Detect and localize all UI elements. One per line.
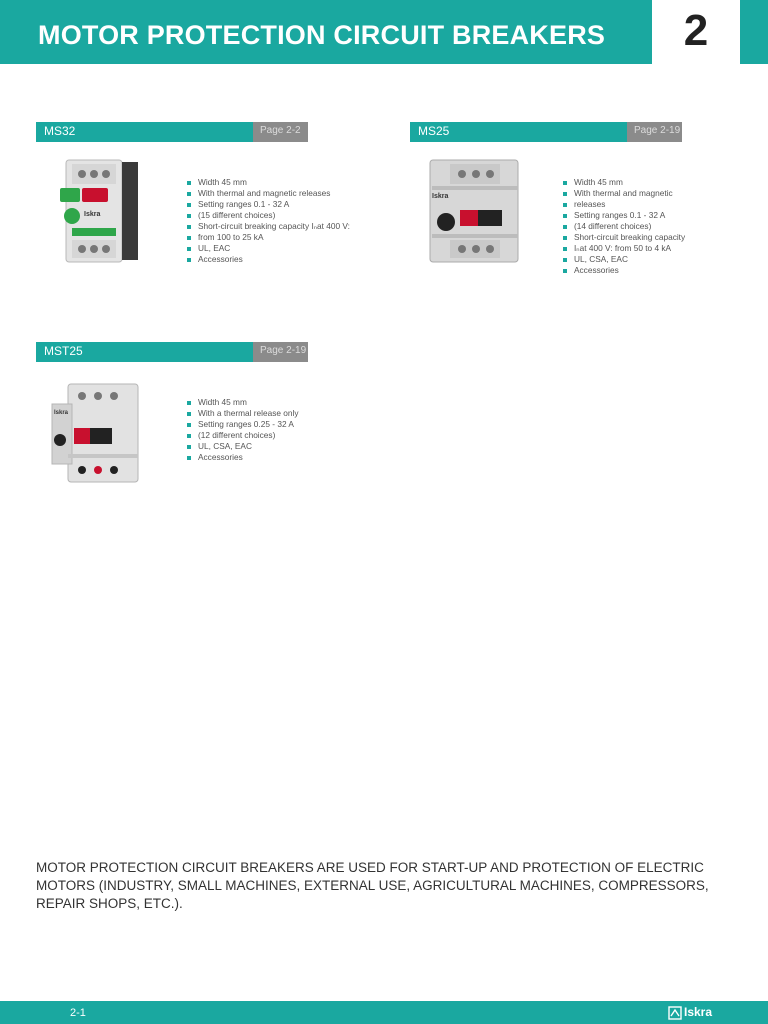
- device-brand-label: Iskra: [54, 410, 69, 416]
- list-item: releases: [561, 199, 685, 210]
- device-brand-label: Iskra: [84, 211, 101, 218]
- product-name: MS32: [44, 124, 76, 138]
- list-item: UL, CSA, EAC: [185, 441, 299, 452]
- page-ref-link[interactable]: Page 2-19: [627, 122, 682, 142]
- chapter-box: [652, 0, 740, 64]
- list-item: Setting ranges 0.1 - 32 A: [185, 199, 350, 210]
- footer-logo-text: Iskra: [684, 1005, 713, 1019]
- list-item: Iₙat 400 V: from 50 to 4 kA: [561, 243, 685, 254]
- list-item: Short-circuit breaking capacity: [561, 232, 685, 243]
- chapter-number: 2: [683, 6, 709, 55]
- product-name: MST25: [44, 344, 83, 358]
- list-item: UL, EAC: [185, 243, 350, 254]
- intro-paragraph: MOTOR PROTECTION CIRCUIT BREAKERS ARE USED FOR START-UP AND PROTECTION OF ELECTRIC MOTORS (INDUSTRY, SMALL MACHINES, EXTERNAL USE, AGRICULTURAL MACHINES, COMPRESSORS, REPAIR SHOPS, ETC.).: [36, 860, 709, 911]
- product-header-ms32: [36, 122, 308, 142]
- mst25-product-image: [48, 380, 142, 486]
- list-item: from 100 to 25 kA: [185, 232, 350, 243]
- product-header-mst25: [36, 342, 308, 362]
- page-ref-link[interactable]: Page 2-2: [253, 122, 308, 142]
- iskra-logo-icon: [668, 1006, 682, 1020]
- list-item: Setting ranges 0.1 - 32 A: [561, 210, 685, 221]
- product-header-ms25: [410, 122, 682, 142]
- list-item: Short-circuit breaking capacity Iₙat 400 V:: [185, 221, 350, 232]
- list-item: Accessories: [185, 254, 350, 265]
- list-item: UL, CSA, EAC: [561, 254, 685, 265]
- list-item: Width 45 mm: [561, 177, 685, 188]
- device-brand-label: Iskra: [432, 193, 449, 200]
- ms25-feature-list: [561, 177, 685, 276]
- list-item: With a thermal release only: [185, 408, 299, 419]
- list-item: (12 different choices): [185, 430, 299, 441]
- page-title: MOTOR PROTECTION CIRCUIT BREAKERS: [38, 20, 606, 50]
- ms32-product-image: [52, 156, 142, 266]
- ms25-product-image: [420, 156, 524, 266]
- list-item: Setting ranges 0.25 - 32 A: [185, 419, 299, 430]
- list-item: Width 45 mm: [185, 397, 299, 408]
- list-item: With thermal and magnetic: [561, 188, 685, 199]
- page-ref-link[interactable]: Page 2-19: [253, 342, 308, 362]
- list-item: (14 different choices): [561, 221, 685, 232]
- list-item: Width 45 mm: [185, 177, 350, 188]
- footer-bar: [0, 1001, 768, 1024]
- list-item: (15 different choices): [185, 210, 350, 221]
- ms32-feature-list: [185, 177, 350, 265]
- footer-page-number: 2-1: [70, 1007, 86, 1019]
- footer-logo: [668, 1005, 722, 1021]
- product-name: MS25: [418, 124, 450, 138]
- list-item: With thermal and magnetic releases: [185, 188, 350, 199]
- list-item: Accessories: [561, 265, 685, 276]
- mst25-feature-list: [185, 397, 299, 463]
- list-item: Accessories: [185, 452, 299, 463]
